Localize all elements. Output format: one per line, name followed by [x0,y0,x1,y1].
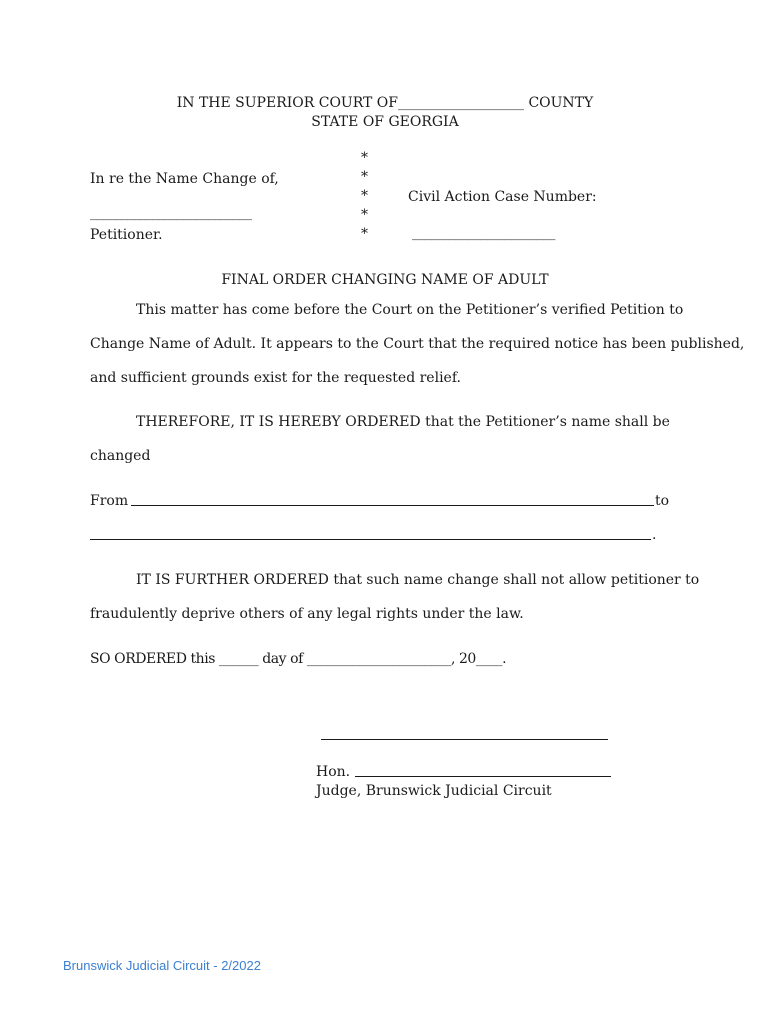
in-re-label: In re the Name Change of, [90,171,279,187]
new-name-blank[interactable] [90,539,651,540]
judge-title: Judge, Brunswick Judicial Circuit [316,783,552,799]
petitioner-name-blank[interactable]: __________________________ [90,205,252,221]
hon-label: Hon. [316,764,351,780]
paragraph-1-line-3: and sufficient grounds exist for the requested relief. [90,370,461,386]
period: . [652,527,657,543]
caption-star: * [361,207,368,223]
state-header: STATE OF GEORGIA [311,114,459,130]
paragraph-3-line-2: fraudulently deprive others of any legal rights under the law. [90,606,524,622]
paragraph-1-line-1: This matter has come before the Court on the Petitioner’s verified Petition to [136,302,684,318]
case-number-label: Civil Action Case Number: [408,189,597,205]
paragraph-1-line-2: Change Name of Adult. It appears to the Court that the required notice has been published, [90,336,745,352]
judge-name-blank[interactable] [355,776,611,777]
signature-line[interactable] [321,739,608,740]
caption-star: * [361,226,368,242]
paragraph-2-line-2: changed [90,448,151,464]
paragraph-2-line-1: THEREFORE, IT IS HEREBY ORDERED that the Petitioner’s name shall be [136,414,670,430]
from-name-blank[interactable] [131,505,654,506]
caption-star: * [361,169,368,185]
petitioner-label: Petitioner. [90,227,163,243]
so-ordered-line[interactable]: SO ORDERED this ______ day of ______________________, 20____. [90,651,507,667]
court-header: IN THE SUPERIOR COURT OF__________________ COUNTY [176,95,594,111]
from-label: From [90,493,129,509]
order-title: FINAL ORDER CHANGING NAME OF ADULT [221,272,549,288]
footer-text: Brunswick Judicial Circuit - 2/2022 [63,958,261,973]
case-number-blank[interactable]: _______________________ [412,225,555,241]
caption-star: * [361,188,368,204]
to-label: to [655,493,670,509]
paragraph-3-line-1: IT IS FURTHER ORDERED that such name change shall not allow petitioner to [136,572,700,588]
caption-star: * [361,150,368,166]
